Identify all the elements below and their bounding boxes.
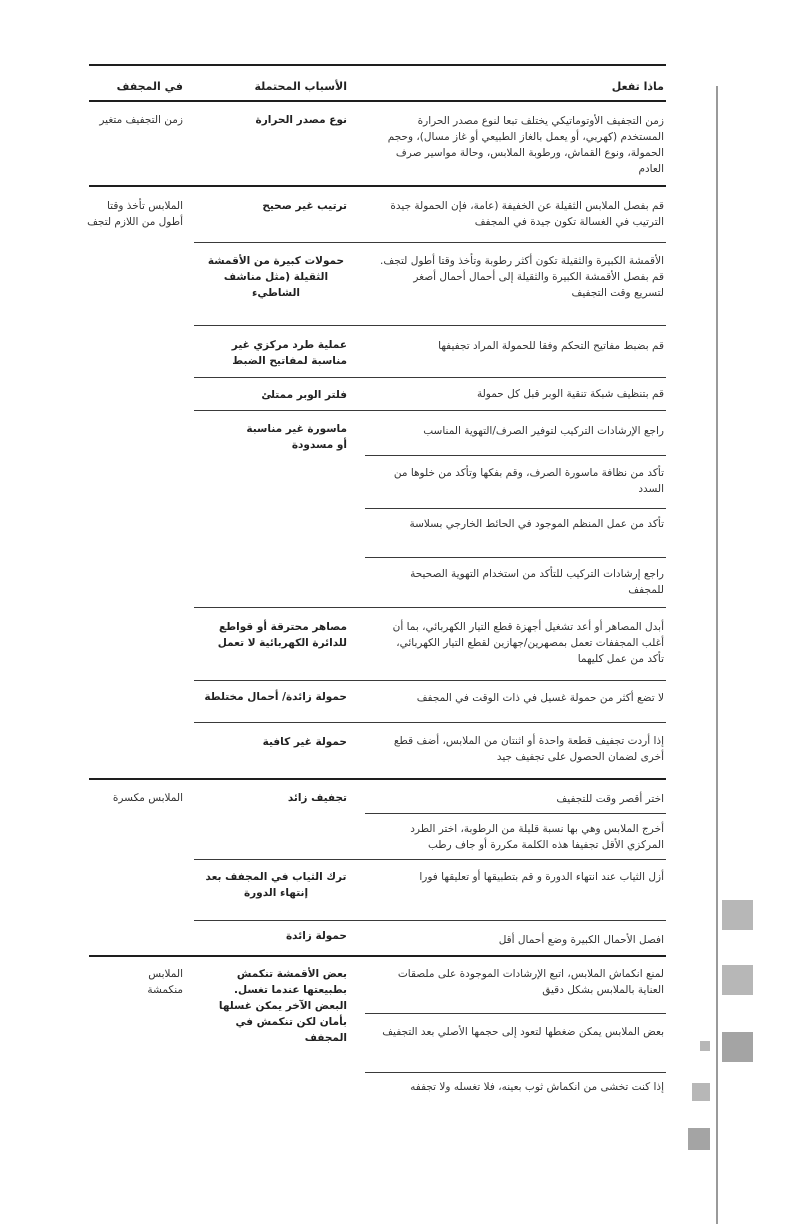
subrow-rule — [365, 455, 666, 456]
subrow-rule — [365, 508, 666, 509]
header-possible-causes: الأسباب المحتملة — [254, 80, 347, 93]
margin-rule — [716, 86, 718, 1224]
row-rule — [194, 325, 666, 326]
side-tab-1 — [722, 900, 753, 930]
section-rule-1 — [89, 185, 666, 187]
problem-long-drying: الملابس تأخذ وقتا أطول من اللازم لتجف — [87, 200, 183, 228]
action-heavy-loads: الأقمشة الكبيرة والثقيلة تكون أكثر رطوبة وتأخذ وقتا أطول لتجف. قم بفصل الأقمشة الكبيرة والثقيلة إلى أحمال أحمال أصغر لتسريع وقت التجفيف — [380, 255, 664, 299]
action-lint-filter: قم بتنظيف شبكة تنقية الوبر قبل كل حمولة — [476, 388, 664, 400]
side-marker-2 — [692, 1083, 710, 1101]
cause-spin-mismatch: عملية طرد مركزي غير مناسبة لمفاتيح الضبط — [231, 339, 347, 367]
section-rule-2 — [89, 778, 666, 780]
cause-blown-fuses: مصاهر محترقة أو قواطع للدائرة الكهربائية لا تعمل — [217, 621, 347, 649]
cause-left-in-dryer: ترك الثياب في المجفف بعد إنتهاء الدورة — [205, 871, 347, 899]
subrow-rule — [365, 1013, 666, 1014]
cause-improper-sorting: ترتيب غير صحيح — [262, 200, 347, 212]
cause-overload-mixed: حمولة زائدة/ أحمال مختلطة — [204, 691, 347, 703]
action-check-wall-damper: تأكد من عمل المنظم الموجود في الحائط الخارجي بسلاسة — [409, 518, 664, 530]
row-rule — [194, 410, 666, 411]
table-top-rule — [89, 64, 666, 66]
side-marker-3 — [688, 1128, 710, 1150]
row-rule — [194, 722, 666, 723]
row-rule — [194, 377, 666, 378]
cause-small-load: حمولة غير كافية — [262, 736, 347, 748]
side-tab-3 — [722, 1032, 753, 1062]
cause-fabric-shrinks: بعض الأقمشة تنكمش بطبيعتها عندما تغسل. البعض الآخر يمكن غسلها بأمان لكن تنكمش في المجفف — [218, 968, 347, 1044]
row-rule — [194, 607, 666, 608]
action-remove-damp: أخرج الملابس وهي بها نسبة قليلة من الرطوبة، اختر الطرد المركزي الأقل تجفيفا هذه الكلمة مكررة أو جاف رطب — [410, 823, 664, 851]
cause-lint-filter-full: فلتر الوبر ممتلئ — [261, 389, 347, 401]
row-rule — [194, 920, 666, 921]
action-spin-mismatch: قم بضبط مفاتيح التحكم وفقا للحمولة المراد تجفيفها — [438, 340, 664, 352]
action-check-venting: راجع إرشادات التركيب للتأكد من استخدام التهوية الصحيحة للمجفف — [410, 568, 664, 596]
action-duct-guidelines: راجع الإرشادات التركيب لتوفير الصرف/التهوية المناسب — [423, 425, 664, 437]
subrow-rule — [365, 1072, 666, 1073]
header-what-to-do: ماذا تفعل — [611, 80, 664, 93]
action-one-load: لا تضع أكثر من حمولة غسيل في ذات الوقت في المجفف — [416, 692, 664, 704]
row-rule — [194, 680, 666, 681]
action-add-items: إذا أردت تجفيف قطعة واحدة أو اثنتان من الملابس، أضف قطع أخرى لضمان الحصول على تجفيف جيد — [393, 735, 664, 763]
cause-over-drying: تجفيف زائد — [287, 792, 347, 804]
action-smaller-loads: افصل الأحمال الكبيرة وضع أحمال أقل — [498, 934, 664, 946]
problem-variable-drying-time: زمن التجفيف متغير — [99, 114, 183, 126]
cause-blocked-duct: ماسورة غير مناسبة أو مسدودة — [246, 423, 347, 451]
subrow-rule — [365, 557, 666, 558]
problem-shrunk-clothes: الملابس منكمشة — [147, 968, 183, 996]
action-heat-source: زمن التجفيف الأوتوماتيكي يختلف تبعا لنوع مصدر الحرارة المستخدم (كهربي، أو يعمل بالغاز الطبيعي أو غاز مسال)، وحجم الحمولة، ونوع القماش، ورطوبة الملابس، وحالة مواسير صرف العادم — [387, 115, 664, 175]
cause-heavy-loads: حمولات كبيرة من الأقمشة الثقيلة (مثل مناشف الشاطيء — [207, 255, 345, 299]
action-check-duct-clean: تأكد من نظافة ماسورة الصرف، وقم بفكها وتأكد من خلوها من السدد — [393, 467, 664, 495]
action-stretch-back: بعض الملابس يمكن ضغطها لتعود إلى حجمها الأصلي بعد التجفيف — [382, 1026, 664, 1038]
side-marker-1 — [700, 1041, 710, 1051]
row-rule — [194, 859, 666, 860]
section-rule-3 — [89, 955, 666, 957]
side-tab-2 — [722, 965, 753, 995]
cause-heat-source: نوع مصدر الحرارة — [255, 114, 347, 126]
header-in-dryer: في المجفف — [116, 80, 183, 93]
action-remove-promptly: أزل الثياب عند انتهاء الدورة و قم بتطبيقها أو تعليقها فورا — [419, 871, 664, 883]
action-replace-fuses: أبدل المصاهر أو أعد تشغيل أجهزة قطع التيار الكهربائي، بما أن أغلب المجففات تعمل بمصهرين/جهازين لقطع التيار الكهربائي، تأكد من عمل كليهما — [392, 621, 664, 665]
action-shortest-time: اختر أقصر وقت للتجفيف — [556, 793, 664, 805]
cause-overload: حمولة زائدة — [285, 930, 347, 942]
row-rule — [194, 242, 666, 243]
action-do-not-wash: إذا كنت تخشى من انكماش ثوب بعينه، فلا تغسله ولا تجففه — [410, 1081, 664, 1093]
action-improper-sorting: قم بفصل الملابس الثقيلة عن الخفيفة (عامة، فإن الحمولة جيدة الترتيب في الغسالة تكون جيدة في المجفف — [390, 200, 664, 228]
action-follow-care-labels: لمنع انكماش الملابس، اتبع الإرشادات الموجودة على ملصقات العناية بالملابس بشكل دقيق — [397, 968, 664, 996]
subrow-rule — [365, 813, 666, 814]
problem-wrinkled-clothes: الملابس مكسرة — [112, 792, 183, 804]
header-bottom-rule — [89, 100, 666, 102]
